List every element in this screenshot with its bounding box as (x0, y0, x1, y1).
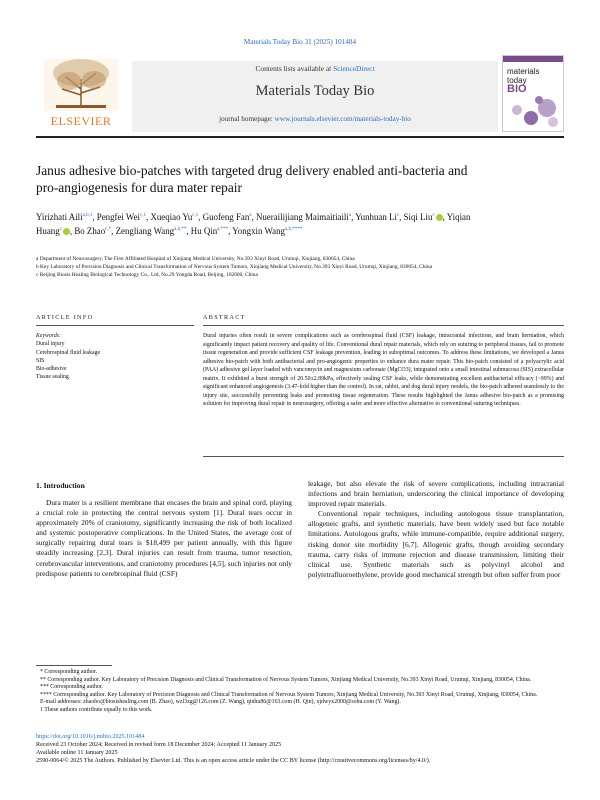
body-paragraph: leakage, but also elevate the risk of severe complications, including intracranial infections and brain herniation, underscoring the clinical importance of developing improved repair materials. (308, 479, 564, 509)
affiliation-c: c Beijing Biosis Healing Biological Technology Co., Ltd, No.29 Yongda Road, Beijing, 102600, China (36, 272, 258, 279)
affiliation-a: a Department of Neurosurgery, The First Affiliated Hospital of Xinjiang Medical University, No.393 Xinyi Road, Urumqi, Xinjiang, 830054, China (36, 256, 355, 262)
author-name: Pengfei Wei (96, 212, 141, 222)
author[interactable] (36, 212, 92, 222)
abstract-heading: ABSTRACT (203, 314, 246, 321)
footnote: 1 These authors contribute equally to this work. (40, 706, 153, 713)
doi-link[interactable]: https://doi.org/10.1016/j.mtbio.2025.101484 (36, 734, 145, 740)
author[interactable] (203, 212, 252, 222)
cover-title (507, 68, 539, 94)
author[interactable] (97, 212, 146, 222)
publication-info (36, 734, 564, 766)
author-affiliation-marker[interactable]: a,b,**** (284, 226, 303, 232)
article-title: Janus adhesive bio-patches with targeted drug delivery enabled anti-bacteria and pro-angiogenesis for dura mater repair (36, 163, 468, 195)
body-column-right (308, 479, 564, 580)
cover-line-2: today (507, 75, 527, 85)
journal-banner (132, 61, 498, 132)
keyword: Dural injury (36, 341, 65, 348)
keyword: Tissue sealing (36, 374, 69, 381)
author-affiliation-marker[interactable]: c (59, 226, 62, 232)
author-name: Hu Qin (190, 225, 218, 236)
abstract-divider (203, 325, 564, 326)
author[interactable] (355, 212, 399, 222)
author-list: Yirizhati Aili$^{a,b,1}$, Pengfei Wei$^{c,1}$, Xueqiao Yu$^{c,1}$, Guofeng Fan$^a$, Nuerailijiang Maimaitiaili$^a$, Yunhuan Li$^c$, Siqi Liu$^c$ , Yiqian Huang$^c$ , Bo Zhao$^{c,*}$, Zengliang Wang$^{a,b,**}$, Hu Qin$^{a,***}$, Yongxin Wang$^{a,b,****}$ (36, 212, 471, 236)
elsevier-wordmark: ELSEVIER (50, 114, 112, 128)
footnote: *** Corresponding author. (40, 684, 103, 691)
journal-reference[interactable]: Materials Today Bio 31 (2025) 101484 (243, 38, 357, 46)
footnotes (36, 669, 564, 715)
author[interactable] (74, 226, 111, 236)
body-paragraph: Dura mater is a resilient membrane that encases the brain and spinal cord, playing a crucial role in protecting the central nervous system [1]. Dural tears occur in approximately 20% of craniotomy, significantly increasing the risk of both localized and systemic postoperative complications. In the United States, the average cost of surgically repairing dural tears is $18,499 per patient annually, with this figure steadily increasing [2,3]. Dural injuries can result from trauma, tumor resection, cerebrovascular interventions, and craniotomy procedures [4,5], such injuries not only predispose patients to cerebrospinal fluid (CSF) (36, 498, 292, 578)
author-name: Siqi Liu (403, 212, 433, 222)
masthead (36, 55, 564, 132)
author[interactable] (116, 226, 187, 236)
author-affiliation-marker[interactable]: c,1 (140, 213, 146, 218)
keywords-label: Keywords: (36, 333, 61, 339)
footnote-divider (36, 665, 112, 666)
footnote: **** Corresponding author. Key Laboratory of Precision Diagnosis and Clinical Transformation of Nervous System Tumors, Xinjiang Medical University, No.393 Xinyi Road, Urumqi, Xinjiang, 830054, China. (40, 691, 538, 698)
body-column-left (36, 498, 292, 579)
body-paragraph: Conventional repair techniques, including autologous tissue transplantation, allogeneic grafts, and synthetic materials, have been widely used but face notable limitations. Autologous grafts, while immune-compatible, require additional surgery, risking donor site morbidity [6,7]. Allogenic grafts, though avoiding secondary trauma, carry risks of immune rejection and disease transmission, limiting their clinical use. Synthetic materials such as polyvinyl alcohol and polytetrafluoroethylene, provide good mechanical strength but often suffer from poor (308, 509, 564, 579)
author[interactable] (191, 226, 228, 236)
author-affiliation-marker[interactable]: a (249, 213, 252, 218)
orcid-icon[interactable] (436, 214, 443, 221)
author[interactable] (150, 212, 198, 222)
masthead-divider (36, 136, 564, 138)
article-info-heading: ARTICLE INFO (36, 314, 94, 321)
author[interactable] (232, 226, 302, 236)
license-statement: 2590-0064/© 2025 The Authors. Published by Elsevier Ltd. This is an open access article under the CC BY license (http://creativecommons.org/licenses/by/4.0/). (36, 757, 431, 764)
article-info-divider (36, 325, 194, 326)
author-name: Bo Zhao (74, 225, 106, 236)
journal-title: Materials Today Bio (255, 83, 375, 99)
author[interactable] (404, 212, 443, 222)
author-name: Yongxin Wang (232, 225, 285, 236)
author-name: Yirizhati Aili (36, 212, 83, 222)
author-affiliation-marker[interactable]: c,* (105, 226, 112, 232)
journal-cover[interactable] (502, 55, 564, 132)
abstract-bottom-divider (203, 456, 564, 457)
footnote: ** Corresponding author. Key Laboratory of Precision Diagnosis and Clinical Transformation of Nervous System Tumors, Xinjiang Medical University, No.393 Xinyi Road, Urumqi, Xinjiang, 830054, China. (40, 676, 532, 683)
author-name: Yunhuan Li (355, 212, 397, 222)
footnote-emails: E-mail addresses: zhaobo@biosishealing.com (B. Zhao), wzl3zg@126.com (Z. Wang), qinhu86@163.com (H. Qin), xjdwyx2000@sohu.com (Y. Wang). (40, 699, 401, 706)
author-affiliation-marker[interactable]: a,b,** (174, 226, 187, 232)
section-heading-introduction: 1. Introduction (36, 481, 85, 490)
author[interactable] (256, 212, 351, 222)
author-name: Yiqian Huang (36, 212, 471, 236)
keyword: Cerebrospinal fluid leakage (36, 349, 101, 356)
homepage-link[interactable]: www.journals.elsevier.com/materials-today-bio (274, 115, 411, 123)
author-name: Guofeng Fan (202, 212, 250, 222)
keywords-block (36, 332, 194, 382)
keyword: Bio-adhesive (36, 366, 67, 373)
author-affiliation-marker[interactable]: a,*** (217, 226, 229, 232)
abstract-text: Dural injuries often result in severe complications such as cerebrospinal fluid (CSF) leakage, intracranial infections, and brain herniation, which significantly impact patient recovery and quality of life. Conventional dural repair materials, which rely on suturing to peripheral tissues, fail to promote tissue regeneration and provide sufficient CSF leakage prevention, leading to suboptimal outcomes. To address these limitations, we developed a Janus adhesive bio-patch with both antibacterial and pro-angiogenic properties to enhance dura mater repair. This bio-patch consisted of a polyacrylic acid (PAA) adhesive gel layer loaded with vancomycin and magnesium carbonate (MgCO3), integrated onto a small intestinal submucosa (SIS) extracellular matrix. It exhibited a burst strength of 20.50±2.89kPa, effectively sealing CSF leaks, while demonstrating excellent antibacterial efficacy (~99%) and significant enhanced angiogenesis (3.47-fold higher than the control). In rat, rabbit, and dog dural injury models, the bio-patch adhered seamlessly to the injury site, successfully preventing leaks and promoting tissue regeneration. These results highlighted the Janus adhesive bio-patch as a promising solution for improving dural repair in neurosurgery, offering a safer and more effective alternative to conventional suturing techniques. (203, 333, 564, 408)
keyword: SIS (36, 357, 45, 364)
contents-line (132, 64, 498, 73)
author-affiliation-marker[interactable]: a,b,1 (82, 213, 93, 218)
author-affiliation-marker[interactable]: c,1 (192, 213, 199, 218)
author-affiliation-marker[interactable]: c (396, 213, 400, 218)
publication-history: Received 23 October 2024; Received in revised form 18 December 2024; Accepted 11 January 2025 (36, 741, 282, 748)
elsevier-logo (36, 55, 126, 132)
author-name: Xueqiao Yu (150, 212, 193, 222)
cover-line-1: materials (507, 67, 540, 76)
footnote: * Corresponding author. (40, 669, 98, 675)
author-affiliation-marker[interactable]: a (348, 213, 352, 218)
sciencedirect-link[interactable]: ScienceDirect (333, 64, 375, 73)
affiliations (36, 256, 476, 281)
orcid-icon[interactable] (63, 228, 70, 235)
author-affiliation-marker[interactable]: c (432, 213, 435, 218)
homepage-prefix: journal homepage: (219, 115, 275, 123)
affiliation-b: b Key Laboratory of Precision Diagnosis and Clinical Transformation of Nervous System Tumors, Xinjiang Medical University, No.393 Xinyi Road, Urumqi, Xinjiang, 830054, China (36, 264, 432, 271)
cover-line-3: BIO (507, 83, 527, 95)
author-name: Zengliang Wang (115, 225, 175, 236)
available-online: Available online 11 January 2025 (36, 749, 118, 756)
contents-prefix: Contents lists available at (255, 64, 334, 73)
author-name: Nuerailijiang Maimaitiaili (255, 212, 349, 222)
homepage-line (132, 115, 498, 123)
